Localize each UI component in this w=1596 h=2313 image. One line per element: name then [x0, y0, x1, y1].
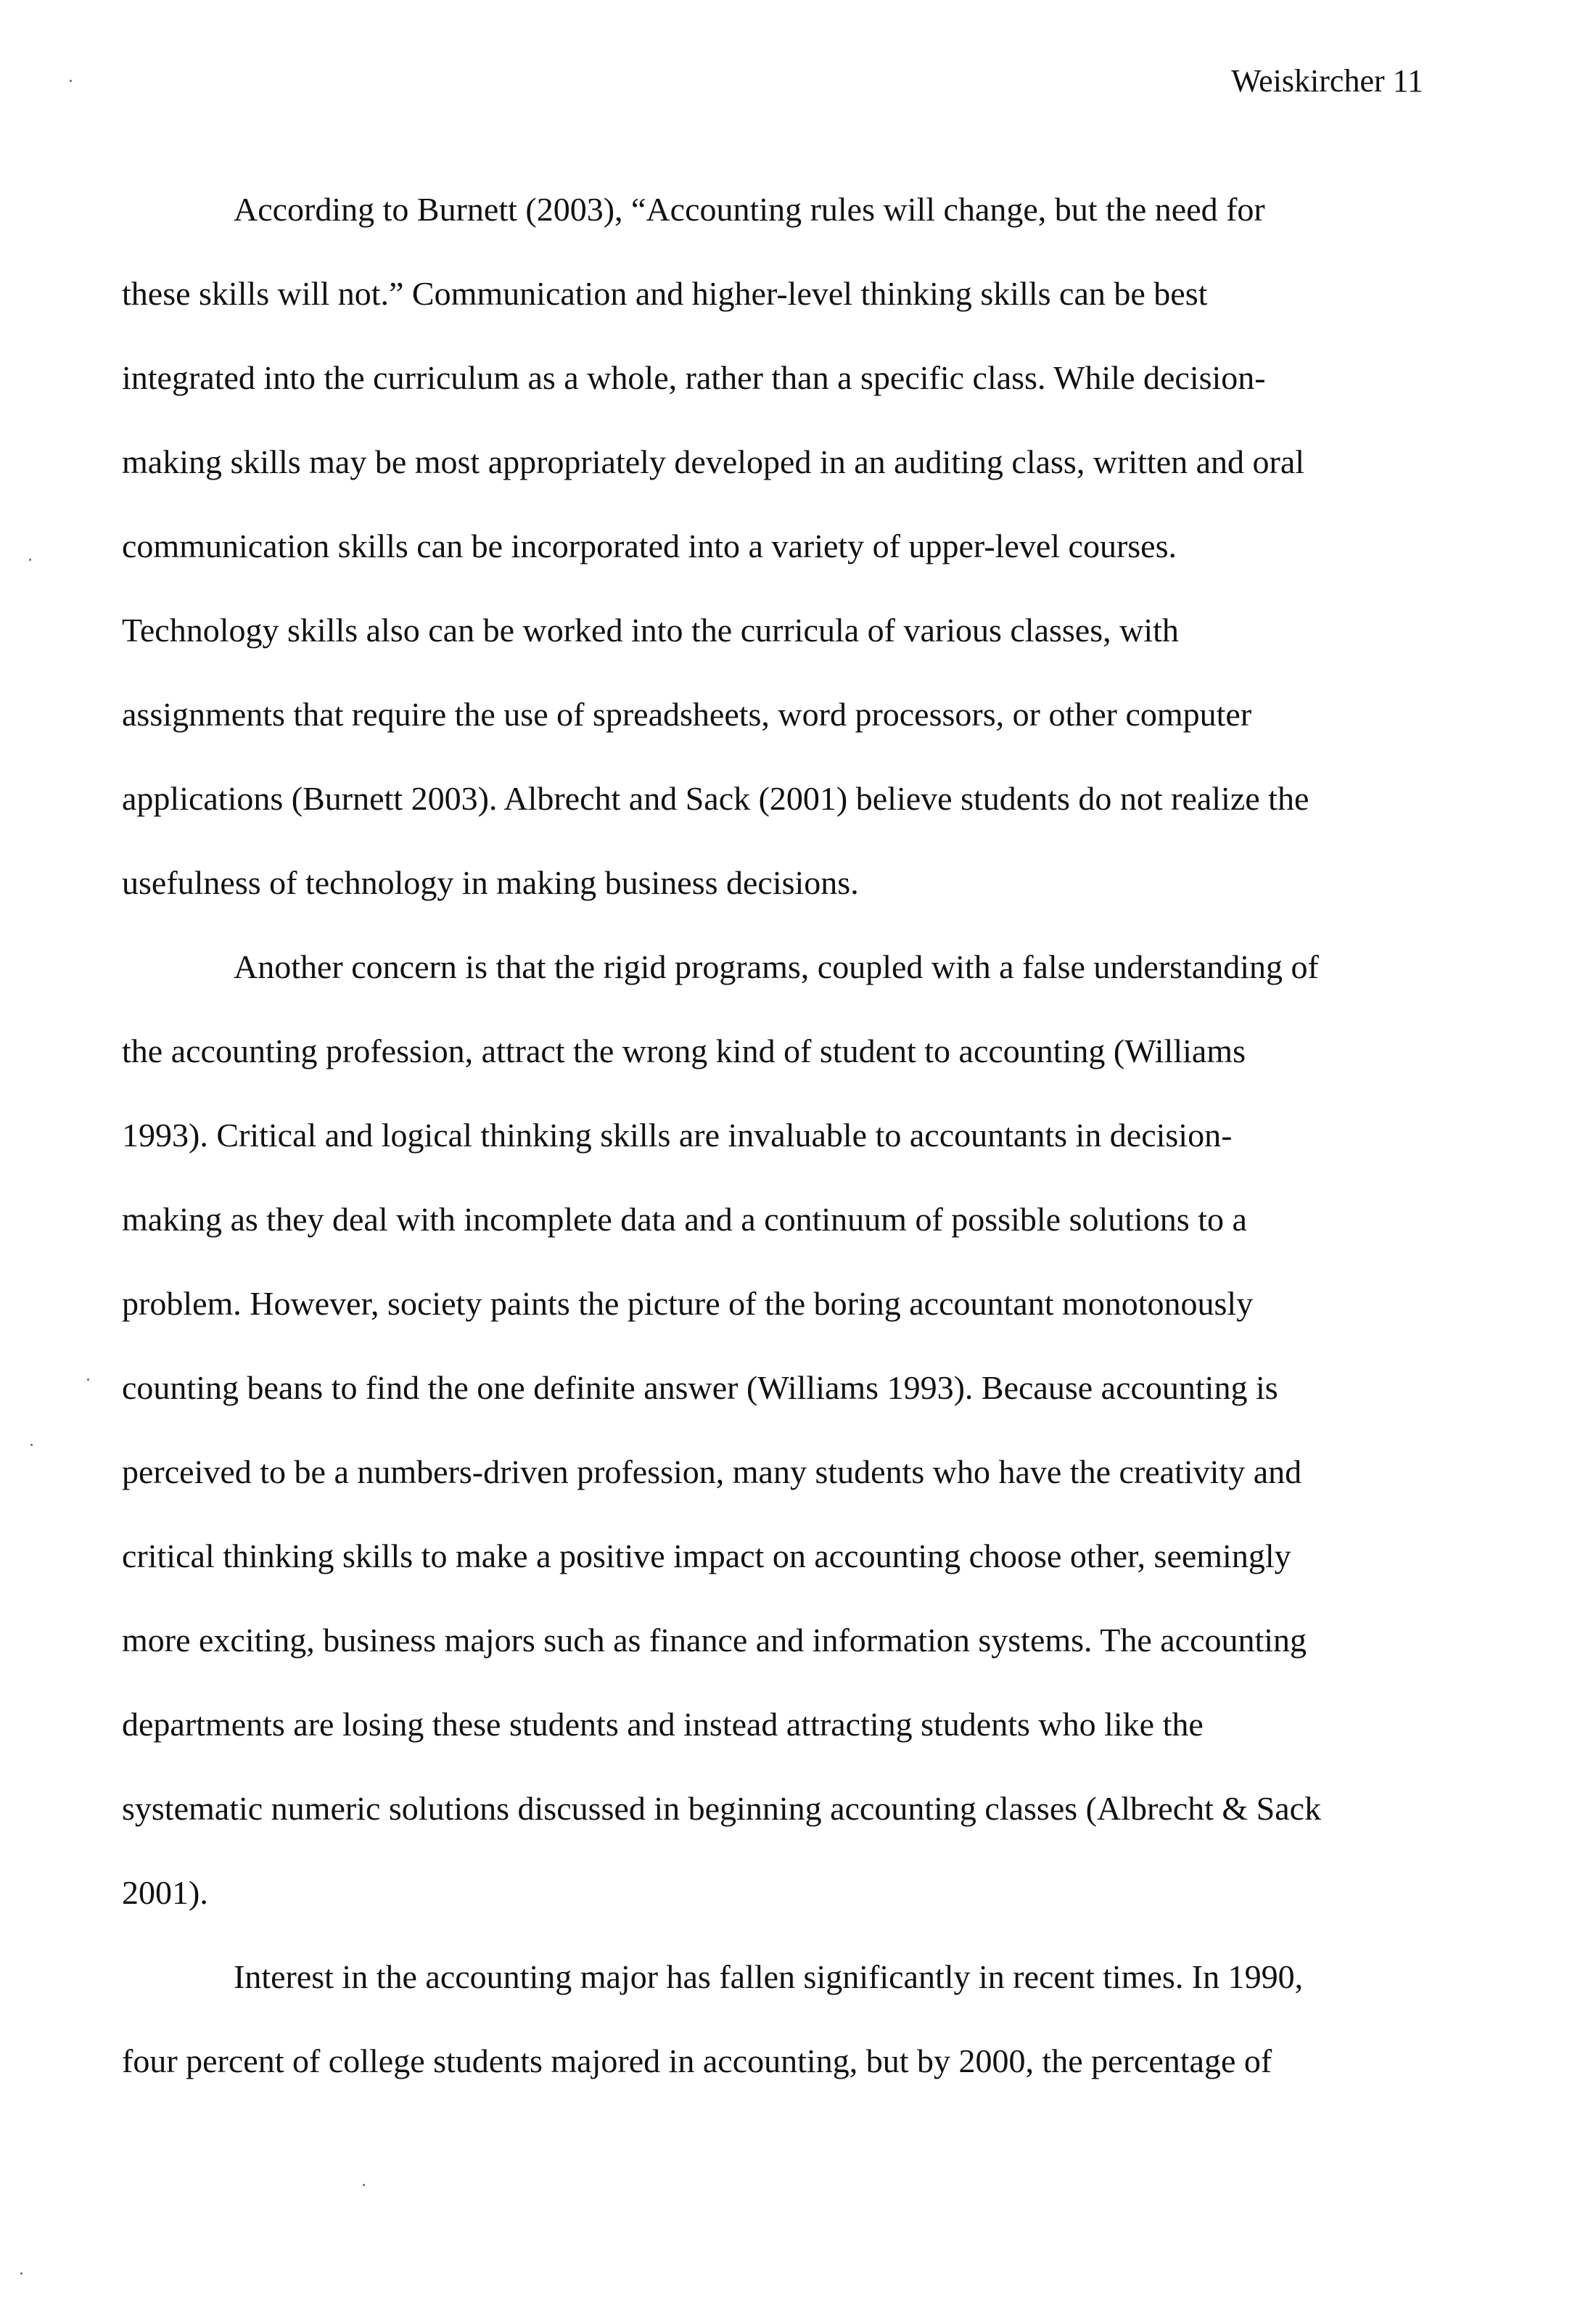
text-line: communication skills can be incorporated into a variety of upper-level courses.	[122, 527, 1177, 564]
scan-speck	[20, 2272, 22, 2275]
scan-speck	[87, 1379, 89, 1381]
text-line: departments are losing these students and instead attracting students who like the	[122, 1706, 1204, 1743]
text-line: four percent of college students majored in accounting, but by 2000, the percentage of	[122, 2042, 1272, 2079]
text-line: systematic numeric solutions discussed in beginning accounting classes (Albrecht & Sack	[122, 1790, 1322, 1827]
text-line: Interest in the accounting major has fallen significantly in recent times. In 1990,	[234, 1958, 1304, 1995]
text-line: making as they deal with incomplete data and a continuum of possible solutions to a	[122, 1201, 1247, 1238]
text-line: Technology skills also can be worked into the curricula of various classes, with	[122, 612, 1179, 649]
text-line: these skills will not.” Communication and higher-level thinking skills can be best	[122, 275, 1208, 312]
scan-speck	[70, 80, 72, 82]
text-line: integrated into the curriculum as a whole, rather than a specific class. While decision-	[122, 359, 1266, 396]
text-line: 1993). Critical and logical thinking skills are invaluable to accountants in decision-	[122, 1117, 1233, 1154]
running-head: Weiskircher 11	[1231, 63, 1423, 99]
scan-speck	[30, 1444, 33, 1446]
scan-speck	[363, 2184, 365, 2186]
text-line: counting beans to find the one definite answer (Williams 1993). Because accounting is	[122, 1369, 1278, 1406]
text-line: Another concern is that the rigid programs, coupled with a false understanding of	[234, 948, 1319, 985]
text-line: usefulness of technology in making business decisions.	[122, 864, 859, 901]
text-line: assignments that require the use of spreadsheets, word processors, or other computer	[122, 696, 1252, 733]
body-text	[122, 168, 1428, 2103]
text-line: critical thinking skills to make a positive impact on accounting choose other, seemingly	[122, 1537, 1291, 1574]
text-line: 2001).	[122, 1874, 208, 1911]
text-line: making skills may be most appropriately developed in an auditing class, written and oral	[122, 443, 1305, 480]
scan-speck	[29, 559, 31, 561]
text-line: the accounting profession, attract the wrong kind of student to accounting (Williams	[122, 1032, 1246, 1069]
text-line: problem. However, society paints the picture of the boring accountant monotonously	[122, 1285, 1254, 1322]
text-line: perceived to be a numbers-driven profession, many students who have the creativity and	[122, 1453, 1302, 1490]
text-line: more exciting, business majors such as finance and information systems. The accounting	[122, 1622, 1307, 1659]
text-line: applications (Burnett 2003). Albrecht and Sack (2001) believe students do not realize the	[122, 780, 1309, 817]
text-line: According to Burnett (2003), “Accounting rules will change, but the need for	[234, 191, 1265, 228]
